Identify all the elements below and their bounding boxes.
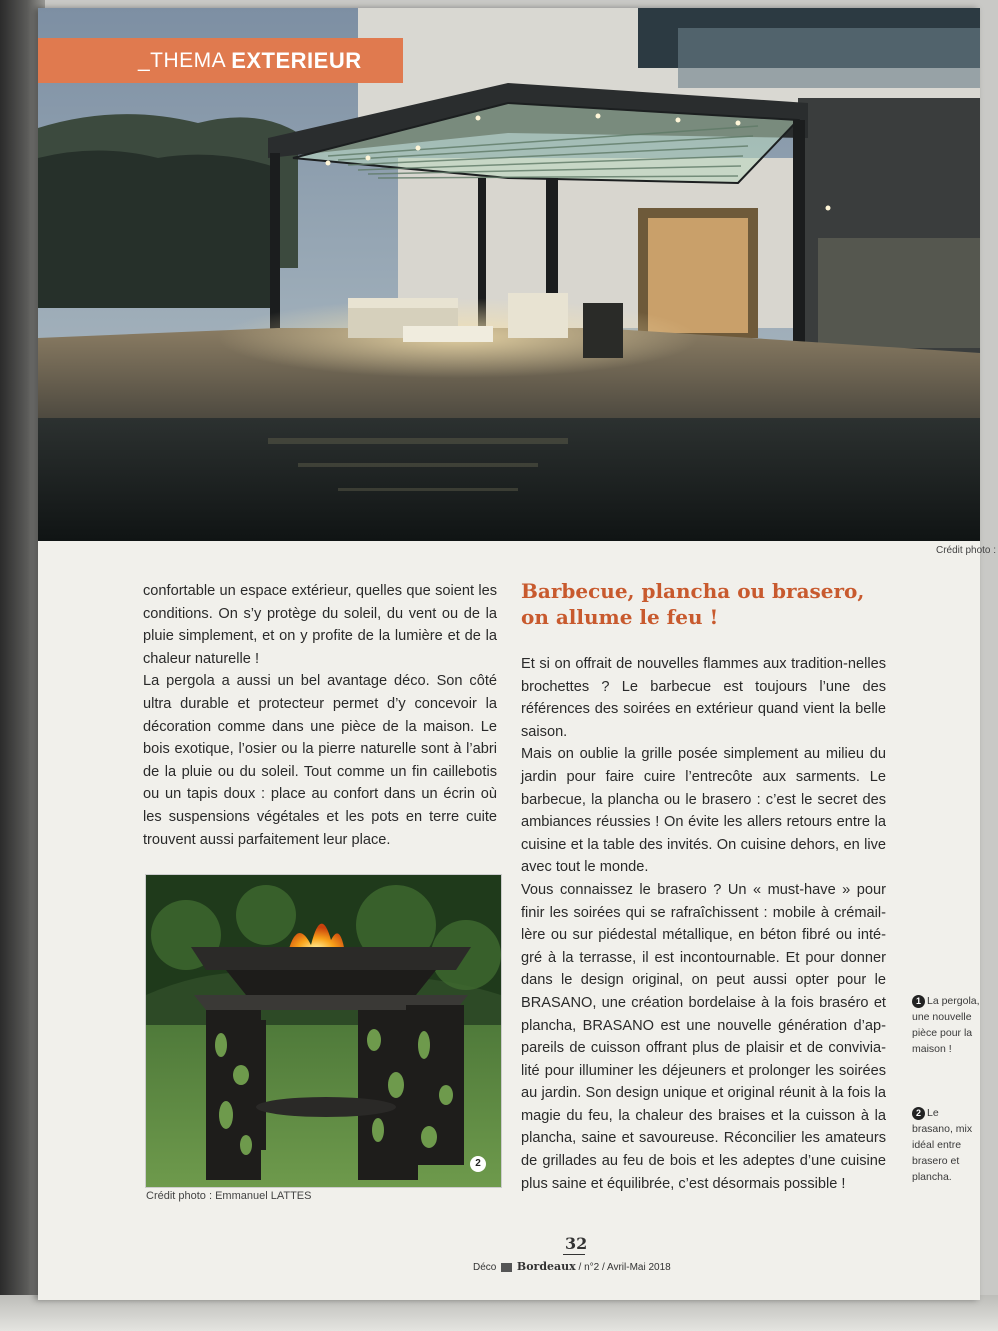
left-column-text xyxy=(143,580,497,851)
right-column-text xyxy=(521,653,886,1195)
section-heading: Barbecue, plancha ou brasero, on allume le feu ! xyxy=(521,579,865,629)
caption-number: 2 xyxy=(912,1107,925,1120)
right-paragraph: Vous connaissez le brasero ? Un « must-have » pour finir les soirées qui se rafraîchissent : mobile à crémail-lère ou sur piédestal métallique, en béton fibré ou inté-gré à la terrasse, il est incontournable. Et pour donner dans le design original, on peut aussi opter pour le BRASANO, une création bordelaise à la fois braséro et plancha, BRASANO est une nouvelle génération d’ap-pareils de cuisson offrant plus de plaisir et de convivia-lité pour illuminer les déjeuners et prolonger les soirées au jardin. Son design unique et original réunit à la fois la magie du feu, la chaleur des braises et la cuisson à la plancha, saine et savoureuse. Réconcilier les amateurs de grillades au feu de bois et les adeptes d’une cuisine plus saine et équilibrée, c’est désormais possible ! xyxy=(521,881,886,1192)
photo-number-badge: 2 xyxy=(470,1156,486,1172)
page-number-rule xyxy=(563,1254,585,1255)
right-paragraph: Mais on oublie la grille posée simplement au milieu du jardin pour faire cuire l’entrecôte aux sarments. Le barbecue, la plancha ou le brasero : c’est le secret des ambiances réussies ! On évite les allers retours entre la cuisine et la table des invités. On cuisine dehors, en live avec tout le monde. xyxy=(521,746,886,876)
magazine-logo-icon xyxy=(501,1263,512,1272)
footer-deco: Déco xyxy=(473,1262,497,1273)
caption-text: Le brasano, mix idéal entre brasero et plancha. xyxy=(912,1107,973,1183)
right-paragraph: Et si on offrait de nouvelles flammes aux tradition-nelles brochettes ? Le barbecue est toujours l’une des références des soirées en extérieur quand vient la belle saison. xyxy=(521,656,886,740)
caption-1 xyxy=(912,993,982,1057)
footer-issue: / n°2 / Avril-Mai 2018 xyxy=(578,1262,671,1273)
brasero-photo xyxy=(145,874,502,1188)
left-paragraph: La pergola a aussi un bel avantage déco. Son côté ultra durable et protecteur permet d’y concevoir la décoration comme dans une pièce de la maison. Le bois exotique, l’osier ou la pierre naturelle sont à l’abri de la pluie ou du soleil. Tout comme un fin caillebotis ou un tapis doux : place au confort dans un écrin où les suspensions végétales et les pots en terre cuite trouvent aussi parfaitement leur place. xyxy=(143,673,497,848)
left-paragraph: confortable un espace extérieur, quelles que soient les conditions. On s’y protège du soleil, du vent ou de la pluie simplement, et on y profite de la lumière et de la chaleur naturelle ! xyxy=(143,583,497,667)
magazine-footer xyxy=(473,1260,671,1273)
brasero-photo-credit: Crédit photo : Emmanuel LATTES xyxy=(146,1190,312,1202)
hero-photo-pergola xyxy=(38,8,980,541)
thema-prefix: _THEMA xyxy=(138,48,227,72)
thema-title: EXTERIEUR xyxy=(231,47,362,73)
caption-2 xyxy=(912,1105,982,1185)
hero-photo-credit: Crédit photo : xyxy=(936,545,997,556)
background-table xyxy=(0,1295,998,1331)
caption-text: La pergola, une nouvelle pièce pour la maison ! xyxy=(912,995,980,1055)
page-number: 32 xyxy=(565,1234,588,1253)
caption-number: 1 xyxy=(912,995,925,1008)
footer-brand: Bordeaux xyxy=(516,1260,576,1273)
magazine-page xyxy=(38,8,997,1300)
thema-banner xyxy=(38,38,403,83)
